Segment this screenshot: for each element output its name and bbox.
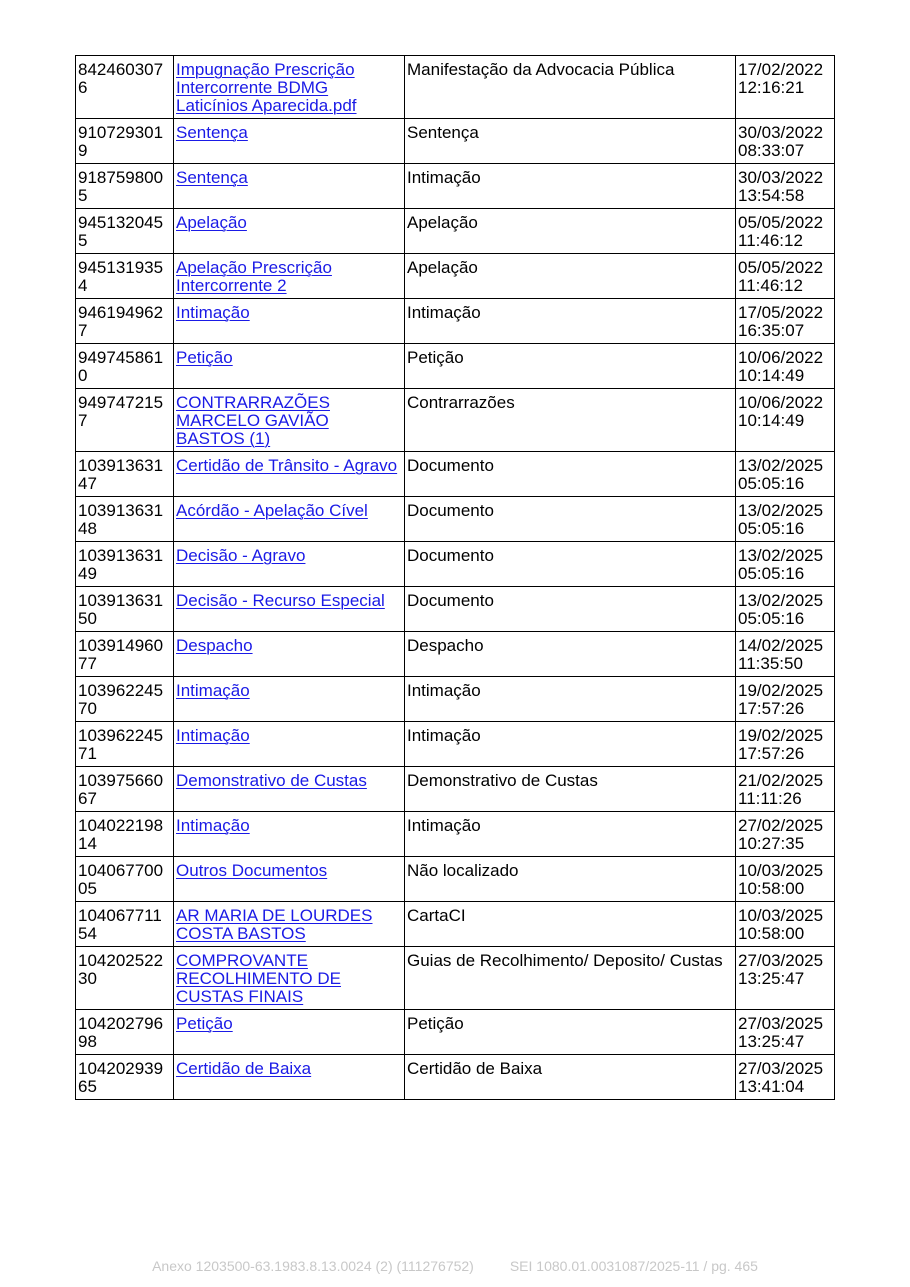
document-datetime-cell: [736, 56, 835, 119]
table-row: [76, 767, 835, 812]
document-type-cell: Intimação: [405, 677, 736, 722]
document-time: 05:05:16: [738, 609, 805, 628]
document-id-part1: 945132045: [78, 213, 164, 232]
document-id-part2: 9: [78, 141, 88, 160]
page-footer: [0, 1258, 910, 1274]
document-link[interactable]: Apelação: [176, 213, 247, 232]
document-time: 10:58:00: [738, 879, 805, 898]
table-row: [76, 452, 835, 497]
document-datetime-cell: [736, 542, 835, 587]
document-id-part1: 910729301: [78, 123, 164, 142]
document-date: 30/03/2022: [738, 168, 824, 187]
document-id-part1: 103913631: [78, 456, 164, 475]
document-datetime-cell: [736, 902, 835, 947]
document-name-cell: [174, 947, 405, 1010]
document-name-cell: [174, 389, 405, 452]
document-name-cell: [174, 767, 405, 812]
documents-table-body: [76, 56, 835, 1100]
document-id-cell: [76, 497, 174, 542]
document-type-cell: Documento: [405, 452, 736, 497]
document-id-part1: 918759800: [78, 168, 164, 187]
document-link[interactable]: CONTRARRAZÕES MARCELO GAVIÃO BASTOS (1): [176, 393, 330, 448]
document-time: 11:46:12: [738, 276, 803, 295]
document-id-part2: 49: [78, 564, 97, 583]
document-time: 08:33:07: [738, 141, 805, 160]
document-datetime-cell: [736, 389, 835, 452]
document-datetime-cell: [736, 299, 835, 344]
document-time: 13:41:04: [738, 1077, 805, 1096]
document-id-part2: 7: [78, 321, 88, 340]
document-datetime-cell: [736, 812, 835, 857]
document-type-cell: Certidão de Baixa: [405, 1055, 736, 1100]
document-name-cell: [174, 452, 405, 497]
document-time: 10:27:35: [738, 834, 805, 853]
document-time: 13:25:47: [738, 1032, 805, 1051]
document-id-part2: 70: [78, 699, 97, 718]
document-id-cell: [76, 299, 174, 344]
document-id-cell: [76, 254, 174, 299]
document-date: 17/05/2022: [738, 303, 824, 322]
document-datetime-cell: [736, 344, 835, 389]
document-type-cell: Demonstrativo de Custas: [405, 767, 736, 812]
document-id-cell: [76, 344, 174, 389]
table-row: [76, 497, 835, 542]
document-id-cell: [76, 1055, 174, 1100]
document-name-cell: [174, 254, 405, 299]
document-id-part2: 54: [78, 924, 97, 943]
document-datetime-cell: [736, 722, 835, 767]
document-date: 05/05/2022: [738, 258, 824, 277]
document-datetime-cell: [736, 254, 835, 299]
document-id-part1: 842460307: [78, 60, 164, 79]
document-id-part1: 946194962: [78, 303, 164, 322]
document-time: 10:58:00: [738, 924, 805, 943]
document-id-part1: 103913631: [78, 546, 164, 565]
document-id-cell: [76, 119, 174, 164]
document-datetime-cell: [736, 767, 835, 812]
document-id-cell: [76, 542, 174, 587]
document-id-part2: 5: [78, 186, 88, 205]
document-id-part2: 77: [78, 654, 97, 673]
document-id-cell: [76, 947, 174, 1010]
table-row: [76, 902, 835, 947]
table-row: [76, 389, 835, 452]
footer-annex-reference: Anexo 1203500-63.1983.8.13.0024 (2) (111276752): [152, 1258, 474, 1274]
table-row: [76, 344, 835, 389]
document-id-part1: 103914960: [78, 636, 164, 655]
document-type-cell: Apelação: [405, 254, 736, 299]
document-link[interactable]: Intimação: [176, 303, 250, 322]
document-id-part1: 104067711: [78, 906, 162, 925]
document-id-part2: 48: [78, 519, 97, 538]
document-date: 21/02/2025: [738, 771, 824, 790]
document-date: 14/02/2025: [738, 636, 824, 655]
document-link[interactable]: Outros Documentos: [176, 861, 328, 880]
document-name-cell: [174, 497, 405, 542]
document-id-part1: 949747215: [78, 393, 164, 412]
document-link[interactable]: Certidão de Trânsito - Agravo: [176, 456, 398, 475]
document-date: 10/06/2022: [738, 348, 824, 367]
document-id-cell: [76, 587, 174, 632]
table-row: [76, 164, 835, 209]
document-date: 13/02/2025: [738, 456, 824, 475]
document-id-part2: 14: [78, 834, 97, 853]
document-datetime-cell: [736, 119, 835, 164]
document-link[interactable]: Apelação Prescrição Intercorrente 2: [176, 258, 332, 295]
table-row: [76, 56, 835, 119]
document-datetime-cell: [736, 1010, 835, 1055]
document-type-cell: Petição: [405, 344, 736, 389]
document-link[interactable]: Demonstrativo de Custas: [176, 771, 367, 790]
document-type-cell: Intimação: [405, 722, 736, 767]
document-id-cell: [76, 164, 174, 209]
document-time: 05:05:16: [738, 564, 805, 583]
document-type-cell: Contrarrazões: [405, 389, 736, 452]
document-id-part1: 103975660: [78, 771, 164, 790]
table-row: [76, 812, 835, 857]
document-type-cell: Documento: [405, 497, 736, 542]
document-type-cell: Intimação: [405, 299, 736, 344]
document-type-cell: Intimação: [405, 812, 736, 857]
document-link[interactable]: Intimação: [176, 681, 250, 700]
document-name-cell: [174, 209, 405, 254]
document-time: 11:46:12: [738, 231, 803, 250]
document-type-cell: Manifestação da Advocacia Pública: [405, 56, 736, 119]
table-row: [76, 677, 835, 722]
document-name-cell: [174, 677, 405, 722]
document-id-part1: 104202796: [78, 1014, 164, 1033]
table-row: [76, 1010, 835, 1055]
document-date: 27/03/2025: [738, 1059, 824, 1078]
document-date: 27/03/2025: [738, 951, 824, 970]
document-link[interactable]: COMPROVANTE RECOLHIMENTO DE CUSTAS FINAIS: [176, 951, 341, 1006]
document-id-part1: 103962245: [78, 681, 164, 700]
document-link[interactable]: Certidão de Baixa: [176, 1059, 312, 1078]
document-link[interactable]: Petição: [176, 1014, 233, 1033]
document-name-cell: [174, 164, 405, 209]
document-id-part2: 05: [78, 879, 97, 898]
document-date: 13/02/2025: [738, 546, 824, 565]
document-time: 10:14:49: [738, 366, 805, 385]
document-id-part1: 949745861: [78, 348, 164, 367]
document-link[interactable]: Intimação: [176, 816, 250, 835]
document-id-cell: [76, 857, 174, 902]
document-datetime-cell: [736, 677, 835, 722]
document-id-part2: 4: [78, 276, 88, 295]
document-date: 19/02/2025: [738, 681, 824, 700]
document-time: 05:05:16: [738, 474, 805, 493]
document-link[interactable]: Impugnação Prescrição Intercorrente BDMG Laticínios Aparecida.pdf: [176, 60, 357, 115]
document-type-cell: Guias de Recolhimento/ Deposito/ Custas: [405, 947, 736, 1010]
document-name-cell: [174, 344, 405, 389]
footer-sei-reference: SEI 1080.01.0031087/2025-11 / pg. 465: [509, 1258, 758, 1274]
document-datetime-cell: [736, 497, 835, 542]
document-id-cell: [76, 812, 174, 857]
document-datetime-cell: [736, 1055, 835, 1100]
document-id-part1: 104202522: [78, 951, 164, 970]
document-id-part1: 104022198: [78, 816, 164, 835]
document-id-part2: 65: [78, 1077, 97, 1096]
document-datetime-cell: [736, 632, 835, 677]
document-link[interactable]: Sentença: [176, 168, 248, 187]
document-name-cell: [174, 587, 405, 632]
document-date: 30/03/2022: [738, 123, 824, 142]
document-date: 17/02/2022: [738, 60, 824, 79]
document-time: 17:57:26: [738, 744, 805, 763]
document-date: 13/02/2025: [738, 591, 824, 610]
document-date: 05/05/2022: [738, 213, 824, 232]
document-time: 13:54:58: [738, 186, 805, 205]
document-name-cell: [174, 722, 405, 767]
document-link[interactable]: Acórdão - Apelação Cível: [176, 501, 368, 520]
document-id-part2: 0: [78, 366, 88, 385]
document-time: 11:35:50: [738, 654, 803, 673]
document-time: 05:05:16: [738, 519, 805, 538]
document-time: 10:14:49: [738, 411, 805, 430]
document-name-cell: [174, 902, 405, 947]
document-id-part2: 50: [78, 609, 97, 628]
document-id-cell: [76, 56, 174, 119]
document-type-cell: Documento: [405, 542, 736, 587]
document-link[interactable]: AR MARIA DE LOURDES COSTA BASTOS: [176, 906, 373, 943]
document-type-cell: Petição: [405, 1010, 736, 1055]
document-time: 17:57:26: [738, 699, 805, 718]
document-link[interactable]: Petição: [176, 348, 233, 367]
table-row: [76, 722, 835, 767]
document-datetime-cell: [736, 452, 835, 497]
table-row: [76, 209, 835, 254]
document-id-part1: 104202939: [78, 1059, 164, 1078]
document-type-cell: Documento: [405, 587, 736, 632]
document-date: 10/03/2025: [738, 861, 824, 880]
table-row: [76, 254, 835, 299]
document-id-cell: [76, 209, 174, 254]
document-id-part1: 945131935: [78, 258, 164, 277]
document-date: 10/06/2022: [738, 393, 824, 412]
document-link[interactable]: Sentença: [176, 123, 248, 142]
document-date: 27/02/2025: [738, 816, 824, 835]
document-type-cell: Despacho: [405, 632, 736, 677]
document-date: 19/02/2025: [738, 726, 824, 745]
document-id-cell: [76, 632, 174, 677]
document-date: 27/03/2025: [738, 1014, 824, 1033]
document-id-part2: 47: [78, 474, 97, 493]
document-id-cell: [76, 677, 174, 722]
document-datetime-cell: [736, 164, 835, 209]
document-name-cell: [174, 857, 405, 902]
document-name-cell: [174, 1010, 405, 1055]
document-datetime-cell: [736, 857, 835, 902]
document-id-part1: 103913631: [78, 591, 164, 610]
document-datetime-cell: [736, 209, 835, 254]
document-datetime-cell: [736, 947, 835, 1010]
document-time: 13:25:47: [738, 969, 805, 988]
document-type-cell: CartaCI: [405, 902, 736, 947]
document-name-cell: [174, 56, 405, 119]
document-id-part1: 103913631: [78, 501, 164, 520]
document-id-part2: 6: [78, 78, 88, 97]
table-row: [76, 299, 835, 344]
documents-table: [75, 55, 835, 1100]
document-name-cell: [174, 632, 405, 677]
document-id-part2: 98: [78, 1032, 97, 1051]
document-id-part1: 104067700: [78, 861, 164, 880]
document-id-cell: [76, 767, 174, 812]
document-link[interactable]: Decisão - Agravo: [176, 546, 306, 565]
document-link[interactable]: Despacho: [176, 636, 253, 655]
document-id-part2: 30: [78, 969, 97, 988]
document-date: 10/03/2025: [738, 906, 824, 925]
document-id-cell: [76, 722, 174, 767]
document-id-part2: 7: [78, 411, 88, 430]
document-id-part1: 103962245: [78, 726, 164, 745]
document-id-part2: 67: [78, 789, 97, 808]
document-name-cell: [174, 1055, 405, 1100]
document-id-cell: [76, 902, 174, 947]
document-id-cell: [76, 389, 174, 452]
document-type-cell: Sentença: [405, 119, 736, 164]
table-row: [76, 857, 835, 902]
document-id-part2: 5: [78, 231, 88, 250]
document-type-cell: Apelação: [405, 209, 736, 254]
table-row: [76, 1055, 835, 1100]
table-row: [76, 947, 835, 1010]
table-row: [76, 542, 835, 587]
document-link[interactable]: Intimação: [176, 726, 250, 745]
document-id-cell: [76, 452, 174, 497]
document-time: 11:11:26: [738, 789, 802, 808]
document-date: 13/02/2025: [738, 501, 824, 520]
document-time: 16:35:07: [738, 321, 805, 340]
document-name-cell: [174, 299, 405, 344]
table-row: [76, 587, 835, 632]
table-row: [76, 119, 835, 164]
document-datetime-cell: [736, 587, 835, 632]
table-row: [76, 632, 835, 677]
document-id-part2: 71: [78, 744, 97, 763]
document-id-cell: [76, 1010, 174, 1055]
document-link[interactable]: Decisão - Recurso Especial: [176, 591, 385, 610]
document-name-cell: [174, 119, 405, 164]
document-name-cell: [174, 542, 405, 587]
document-type-cell: Não localizado: [405, 857, 736, 902]
document-time: 12:16:21: [738, 78, 805, 97]
document-type-cell: Intimação: [405, 164, 736, 209]
document-name-cell: [174, 812, 405, 857]
